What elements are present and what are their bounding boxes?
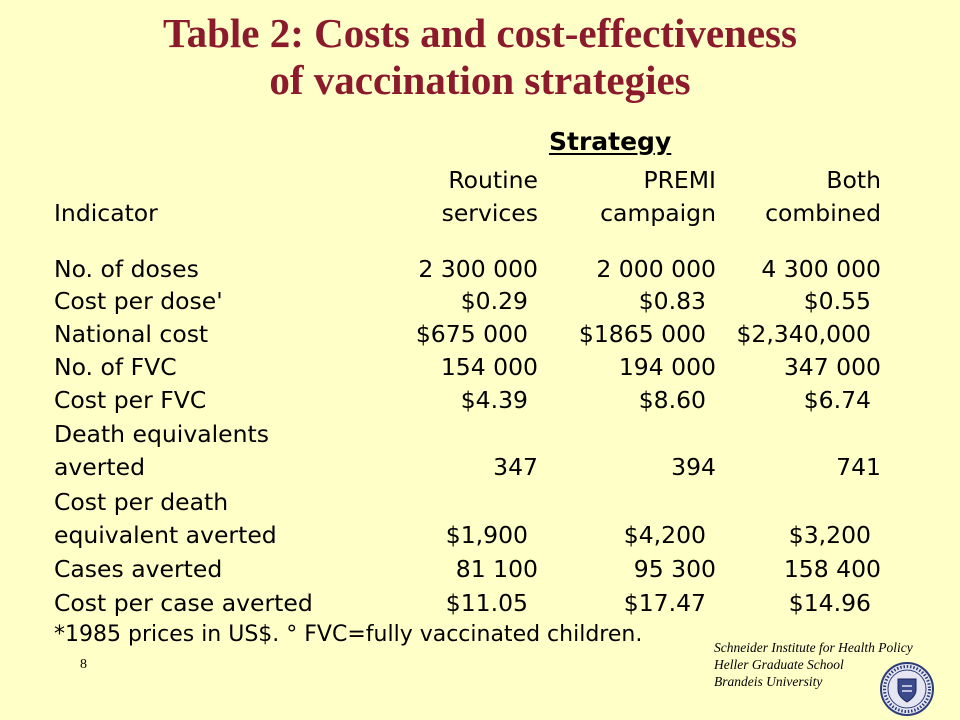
header-indicator: Indicator <box>54 199 158 227</box>
institution-line-2: Heller Graduate School <box>714 657 844 672</box>
cell-premi: 2 000 000 <box>596 255 716 283</box>
slide-title-line-2: of vaccination strategies <box>269 57 691 103</box>
cell-combined: $14.96 <box>788 589 871 617</box>
row-label: Cost per dose' <box>54 287 223 315</box>
cell-routine: $0.29 <box>460 287 528 315</box>
cell-premi: $4,200 <box>623 521 706 549</box>
table-header-top <box>0 164 960 196</box>
row-label: Cases averted <box>54 555 223 583</box>
table-row <box>0 351 960 383</box>
institution-line-1: Schneider Institute for Health Policy <box>714 640 913 655</box>
table-row <box>0 486 960 518</box>
header-premi: PREMI <box>643 166 716 194</box>
cell-premi: 394 <box>671 453 716 481</box>
row-label: No. of FVC <box>54 353 177 381</box>
cell-combined: $0.55 <box>803 287 871 315</box>
table-row <box>0 519 960 551</box>
table-row <box>0 451 960 483</box>
cell-premi: $1865 000 <box>578 320 706 348</box>
cell-routine: 2 300 000 <box>418 255 538 283</box>
cell-routine: 154 000 <box>440 353 538 381</box>
row-label: equivalent averted <box>54 521 277 549</box>
row-label: Cost per death <box>54 488 229 516</box>
row-label: averted <box>54 453 146 481</box>
strategy-group-header: Strategy <box>549 127 672 156</box>
cell-routine: 347 <box>493 453 538 481</box>
header-campaign: campaign <box>600 199 716 227</box>
cell-premi: $17.47 <box>623 589 706 617</box>
row-label: Cost per FVC <box>54 386 207 414</box>
header-both: Both <box>826 166 881 194</box>
cell-premi: 194 000 <box>618 353 716 381</box>
cell-routine: $1,900 <box>445 521 528 549</box>
row-label: No. of doses <box>54 255 199 283</box>
table-row <box>0 285 960 317</box>
header-routine: Routine <box>448 166 538 194</box>
cell-premi: 95 300 <box>633 555 716 583</box>
cell-routine: $4.39 <box>460 386 528 414</box>
cell-combined: 4 300 000 <box>761 255 881 283</box>
page-number: 8 <box>80 657 87 672</box>
cell-combined: 347 000 <box>783 353 881 381</box>
table-row <box>0 318 960 350</box>
slide-title-line-1: Table 2: Costs and cost-effectiveness <box>163 10 797 56</box>
cell-combined: 158 400 <box>783 555 881 583</box>
cell-routine: $11.05 <box>445 589 528 617</box>
header-services: services <box>441 199 538 227</box>
row-label: Cost per case averted <box>54 589 313 617</box>
cell-combined: $2,340,000 <box>736 320 871 348</box>
table-row <box>0 384 960 416</box>
cell-premi: $8.60 <box>638 386 706 414</box>
table-row <box>0 418 960 450</box>
university-seal-icon <box>879 661 935 717</box>
slide-title <box>0 10 960 104</box>
row-label: National cost <box>54 320 209 348</box>
institution-line-3: Brandeis University <box>714 674 823 689</box>
table-header-bottom <box>0 197 960 229</box>
cell-combined: $3,200 <box>788 521 871 549</box>
row-label: Death equivalents <box>54 420 269 448</box>
header-combined: combined <box>765 199 881 227</box>
cell-combined: $6.74 <box>803 386 871 414</box>
table-row <box>0 253 960 285</box>
footnote: *1985 prices in US$. ° FVC=fully vaccinated children. <box>54 622 643 647</box>
cell-routine: $675 000 <box>415 320 528 348</box>
cell-routine: 81 100 <box>455 555 538 583</box>
cell-premi: $0.83 <box>638 287 706 315</box>
cell-combined: 741 <box>836 453 881 481</box>
table-row <box>0 553 960 585</box>
table-row <box>0 587 960 619</box>
